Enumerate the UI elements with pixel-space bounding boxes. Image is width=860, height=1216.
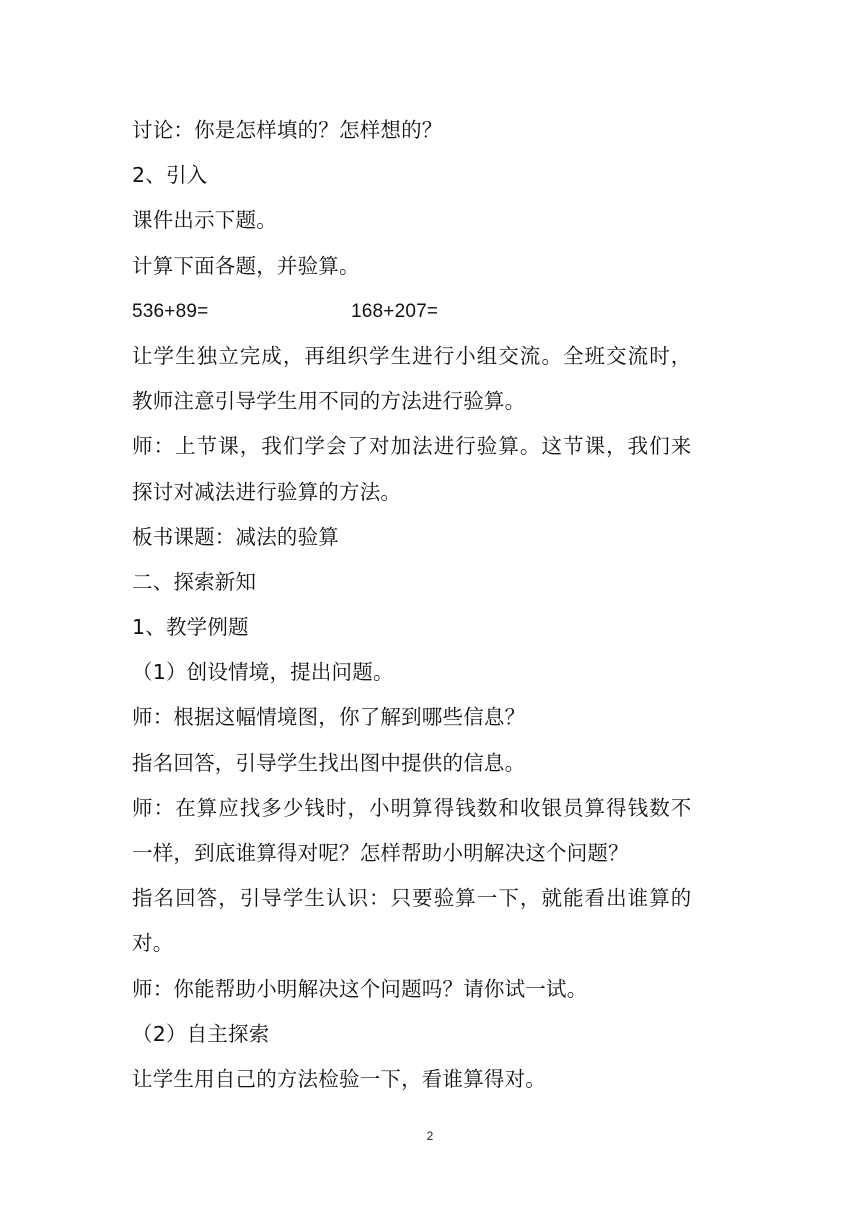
- paragraph-try-it: 师：你能帮助小明解决这个问题吗？请你试一试。: [132, 976, 588, 1001]
- paragraph-discussion: 讨论：你是怎样填的？怎样想的？: [132, 118, 443, 142]
- equation-2: 168+207=: [351, 300, 439, 322]
- paragraph-board-title: 板书课题：减法的验算: [132, 524, 339, 549]
- paragraph-money-problem-cont: 一样，到底谁算得对呢？怎样帮助小明解决这个问题？: [132, 841, 629, 865]
- paragraph-verification-cont: 对。: [132, 931, 174, 956]
- paragraph-teacher-question: 师：根据这幅情境图，你了解到哪些信息？: [132, 705, 526, 730]
- page-number: 2: [426, 1129, 434, 1143]
- paragraph-instruction: 计算下面各题，并验算。: [132, 253, 360, 278]
- paragraph-self-check: 让学生用自己的方法检验一下，看谁算得对。: [132, 1066, 546, 1091]
- paragraph-verification: 指名回答，引导学生认识：只要验算一下，就能看出谁算的: [132, 886, 693, 911]
- document-body: [132, 108, 742, 1102]
- equation-1: 536+89=: [132, 300, 209, 322]
- heading-explore: 二、探索新知: [132, 569, 257, 594]
- paragraph-teacher-review: 师：上节课，我们学会了对加法进行验算。这节课，我们来: [132, 434, 693, 459]
- heading-introduction: 2、引入: [132, 163, 208, 188]
- paragraph-topic-intro: 探讨对减法进行验算的方法。: [132, 479, 402, 504]
- heading-example: 1、教学例题: [132, 615, 249, 640]
- paragraph-teacher-guidance: 教师注意引导学生用不同的方法进行验算。: [132, 389, 526, 414]
- heading-scenario: （1）创设情境，提出问题。: [132, 660, 394, 685]
- heading-self-explore: （2）自主探索: [132, 1021, 270, 1046]
- paragraph-student-answer: 指名回答，引导学生找出图中提供的信息。: [132, 750, 526, 775]
- equation-row: [132, 289, 742, 334]
- paragraph-money-problem: 师：在算应找多少钱时，小明算得钱数和收银员算得钱数不: [132, 795, 693, 820]
- paragraph-independent-work: 让学生独立完成，再组织学生进行小组交流。全班交流时，: [132, 343, 693, 368]
- paragraph-courseware: 课件出示下题。: [132, 208, 277, 233]
